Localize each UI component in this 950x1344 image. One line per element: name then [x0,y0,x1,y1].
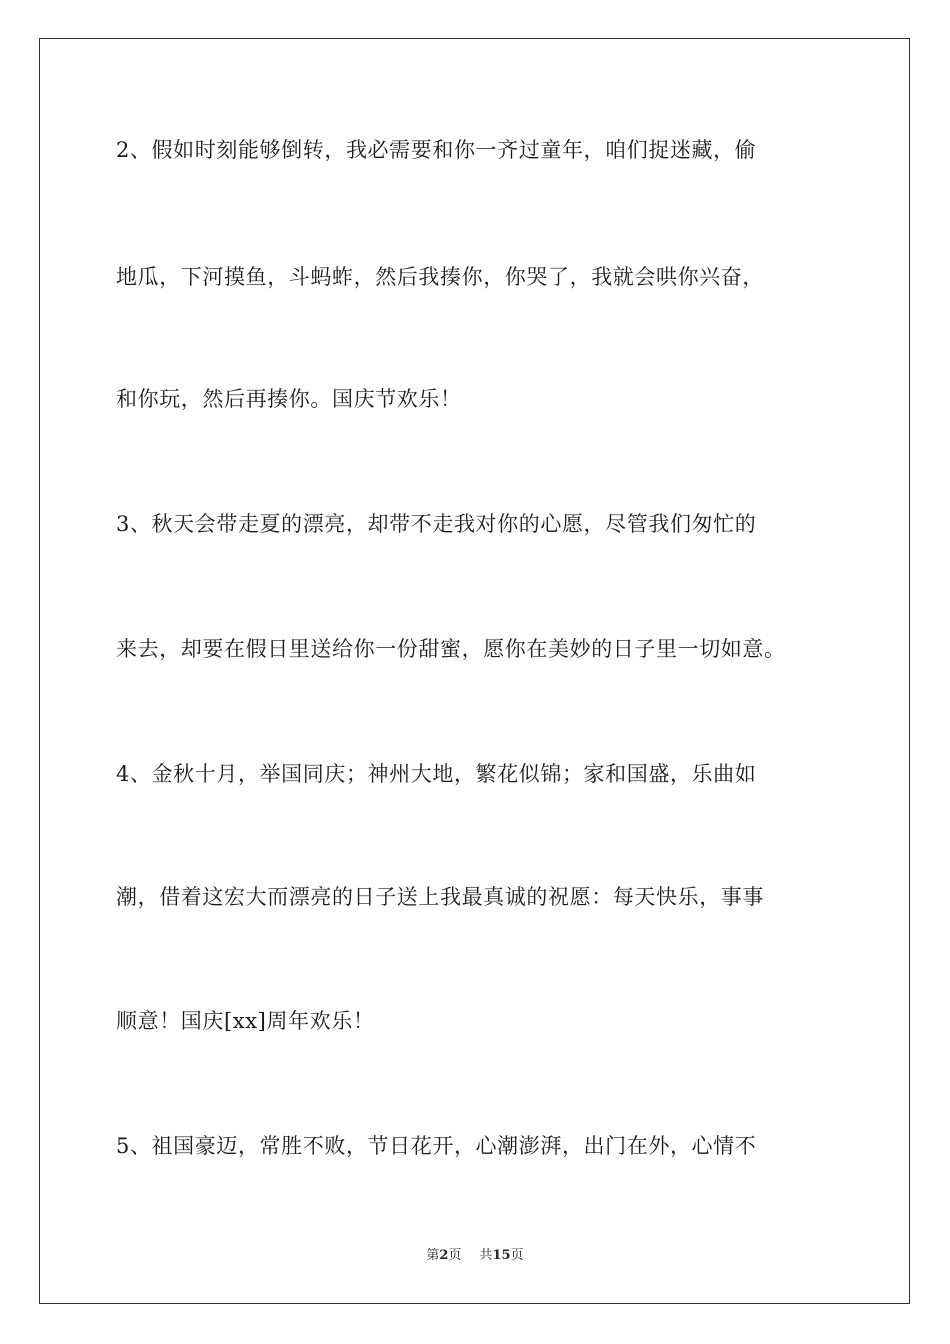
text-line-8: 顺意！国庆[xx]周年欢乐！ [116,1009,375,1033]
text-line-1: 2、假如时刻能够倒转，我必需要和你一齐过童年，咱们捉迷藏，偷 [116,138,757,162]
page-footer [0,1247,950,1265]
total-prefix: 共 [479,1248,493,1263]
text-line-2: 地瓜，下河摸鱼，斗蚂蚱，然后我揍你，你哭了，我就会哄你兴奋， [116,265,764,289]
total-pages: 15 [492,1248,511,1263]
page-border [39,38,910,1304]
text-line-7: 潮，借着这宏大而漂亮的日子送上我最真诚的祝愿：每天快乐，事事 [116,885,764,909]
text-line-5: 来去，却要在假日里送给你一份甜蜜，愿你在美妙的日子里一切如意。 [116,637,786,661]
page-number: 2 [439,1248,449,1263]
total-suffix: 页 [510,1248,524,1263]
text-line-6: 4、金秋十月，举国同庆；神州大地，繁花似锦；家和国盛，乐曲如 [116,762,757,786]
page-prefix: 第 [426,1248,440,1263]
text-line-3: 和你玩，然后再揍你。国庆节欢乐！ [116,387,462,411]
page-suffix: 页 [448,1248,462,1263]
text-line-4: 3、秋天会带走夏的漂亮，却带不走我对你的心愿，尽管我们匆忙的 [116,512,757,536]
text-line-9: 5、祖国豪迈，常胜不败，节日花开，心潮澎湃，出门在外，心情不 [116,1134,757,1158]
